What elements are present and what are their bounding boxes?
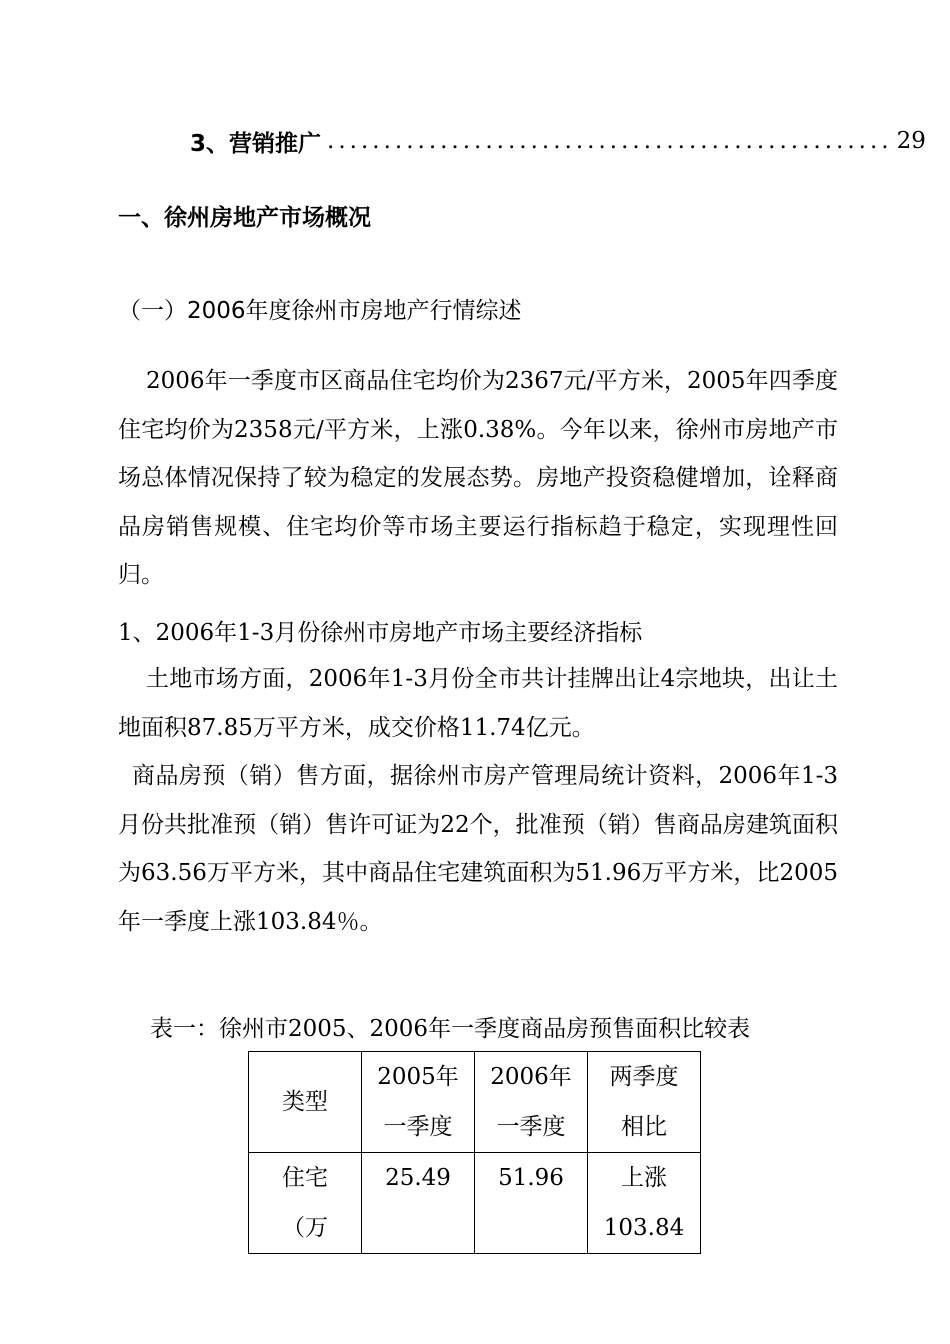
table-caption: 表一：徐州市2005、2006年一季度商品房预售面积比较表	[150, 1016, 751, 1042]
paragraph-price-overview: 2006年一季度市区商品住宅均价为2367元/平方米，2005年四季度住宅均价为2358元/平方米，上涨0.38%。今年以来，徐州市房地产市场总体情况保持了较为稳定的发展态势。房地产投资稳健增加，诠释商品房销售规模、住宅均价等市场主要运行指标趋于稳定，实现理性回归。	[118, 368, 838, 588]
row-cell-2006: 51.96	[475, 1153, 588, 1254]
header-cell-2005: 2005年 一季度	[362, 1052, 475, 1153]
header-cell-type: 类型	[249, 1052, 362, 1153]
table-header-row	[249, 1052, 701, 1153]
toc-leader-dots: ..................................................	[327, 128, 893, 154]
toc-entry-label: 3、营销推广	[190, 130, 322, 157]
toc-page-number: 29	[896, 128, 926, 154]
row-cell-type: 住宅 （万	[249, 1153, 362, 1254]
row-cell-2005: 25.49	[362, 1153, 475, 1254]
row-cell-comparison: 上涨 103.84	[588, 1153, 701, 1254]
paragraph-presale: 商品房预（销）售方面，据徐州市房产管理局统计资料，2006年1-3月份共批准预（销）售许可证为22个，批准预（销）售商品房建筑面积为63.56万平方米，其中商品住宅建筑面积为51.96万平方米，比2005年一季度上涨103.84％。	[118, 763, 838, 935]
section-heading: 一、徐州房地产市场概况	[118, 205, 371, 231]
subheading-economic-indicators: 1、2006年1-3月份徐州市房地产市场主要经济指标	[118, 620, 643, 646]
presale-comparison-table	[248, 1051, 701, 1254]
paragraph-land-market: 土地市场方面，2006年1-3月份全市共计挂牌出让4宗地块，出让土地面积87.85万平方米，成交价格11.74亿元。	[118, 666, 838, 741]
subsection-heading: （一）2006年度徐州市房地产行情综述	[118, 298, 522, 324]
table-row	[249, 1153, 701, 1254]
toc-entry[interactable]	[190, 126, 926, 157]
header-cell-2006: 2006年 一季度	[475, 1052, 588, 1153]
header-cell-comparison: 两季度 相比	[588, 1052, 701, 1153]
